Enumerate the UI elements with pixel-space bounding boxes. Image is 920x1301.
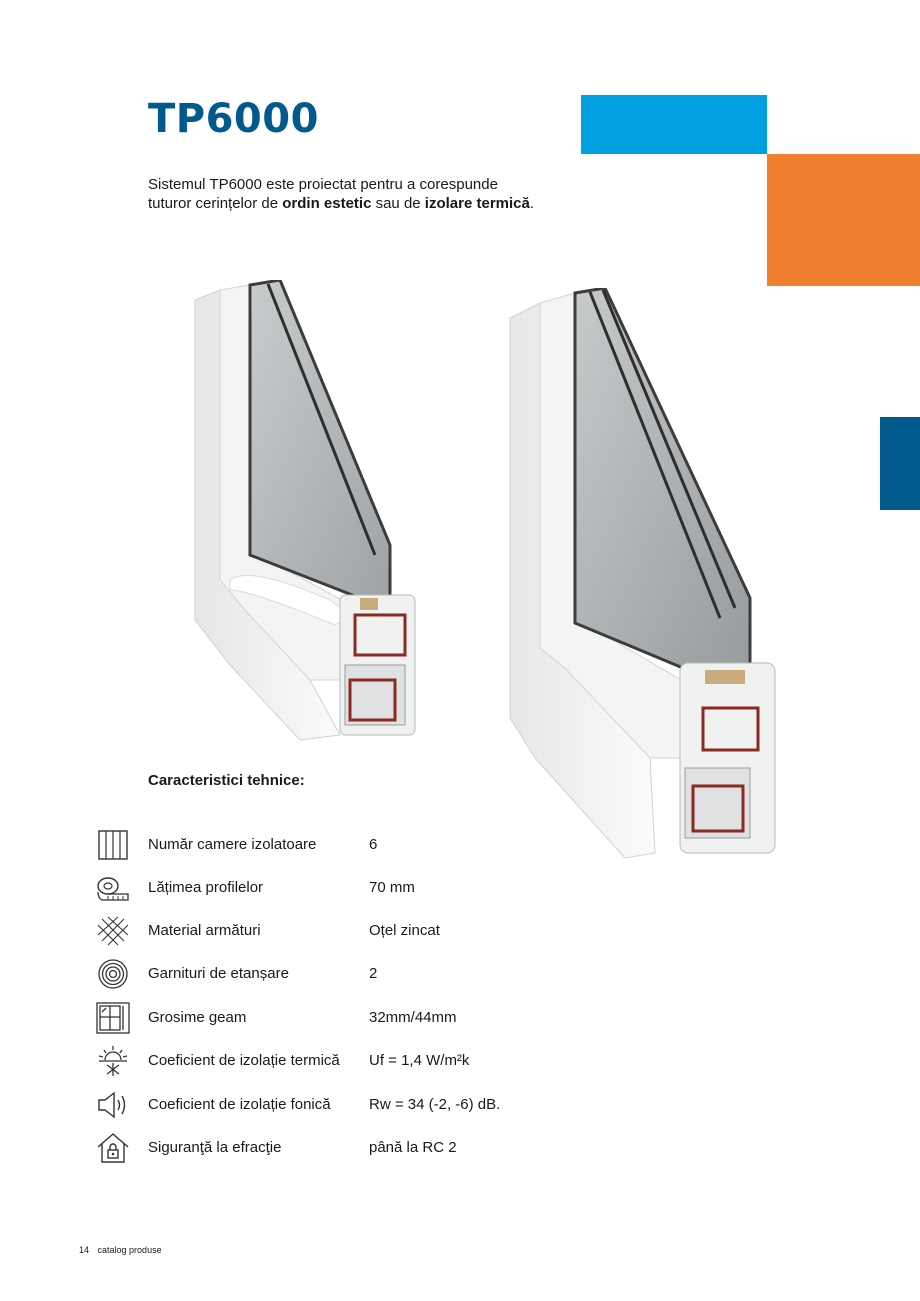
page-title: TP6000 bbox=[148, 96, 319, 142]
spec-label: Coeficient de izolație termică bbox=[148, 1052, 340, 1069]
spec-row bbox=[0, 958, 700, 990]
page-number: 14 bbox=[79, 1245, 90, 1255]
spec-label: Garnituri de etanșare bbox=[148, 965, 289, 982]
spec-label: Număr camere izolatoare bbox=[148, 836, 317, 853]
spec-row bbox=[0, 1089, 700, 1121]
sun-snow-icon bbox=[96, 1045, 130, 1077]
spec-value: 70 mm bbox=[369, 879, 415, 896]
specs-heading: Caracteristici tehnice: bbox=[148, 772, 305, 789]
mesh-icon bbox=[96, 915, 130, 947]
spec-label: Grosime geam bbox=[148, 1009, 247, 1026]
spec-value: 2 bbox=[369, 965, 378, 982]
spec-label: Siguranţă la efracţie bbox=[148, 1139, 282, 1156]
intro-bold-aesthetic: ordin estetic bbox=[282, 195, 372, 212]
accent-orange-block bbox=[767, 154, 920, 286]
spec-value: până la RC 2 bbox=[369, 1139, 457, 1156]
spec-row bbox=[0, 1002, 700, 1034]
tape-measure-icon bbox=[96, 872, 130, 904]
intro-bold-thermal: izolare termică bbox=[424, 195, 530, 212]
accent-blue-block bbox=[581, 95, 767, 154]
intro-text-part: sau de bbox=[371, 195, 425, 212]
side-tab bbox=[880, 417, 920, 510]
spec-label: Material armături bbox=[148, 922, 261, 939]
intro-line-2 bbox=[148, 194, 598, 213]
spec-value: Oțel zincat bbox=[369, 922, 440, 939]
intro-line-1: Sistemul TP6000 este proiectat pentru a corespunde bbox=[148, 176, 498, 193]
spec-label: Coeficient de izolație fonică bbox=[148, 1096, 331, 1113]
window-profile-double-glazing bbox=[190, 280, 430, 745]
intro-text-part: . bbox=[529, 195, 535, 212]
spec-label: Lățimea profilelor bbox=[148, 879, 264, 896]
intro-text-part: tuturor cerințelor de bbox=[148, 195, 283, 212]
spec-row bbox=[0, 829, 700, 861]
catalog-label: catalog produse bbox=[97, 1245, 162, 1255]
page-footer bbox=[79, 1245, 168, 1255]
spec-value: Uf = 1,4 W/m²k bbox=[369, 1052, 470, 1069]
chambers-icon bbox=[96, 829, 130, 861]
spec-value: 6 bbox=[369, 836, 378, 853]
spec-row bbox=[0, 872, 700, 904]
speaker-icon bbox=[96, 1089, 130, 1121]
spiral-icon bbox=[96, 958, 130, 990]
spec-value: 32mm/44mm bbox=[369, 1009, 457, 1026]
spec-value: Rw = 34 (-2, -6) dB. bbox=[369, 1096, 501, 1113]
intro-text bbox=[148, 175, 598, 213]
window-profile-triple-glazing bbox=[505, 288, 780, 863]
window-glass-icon bbox=[96, 1002, 130, 1034]
house-lock-icon bbox=[96, 1132, 130, 1164]
spec-row bbox=[0, 1045, 700, 1077]
spec-row bbox=[0, 915, 700, 947]
spec-row bbox=[0, 1132, 700, 1164]
